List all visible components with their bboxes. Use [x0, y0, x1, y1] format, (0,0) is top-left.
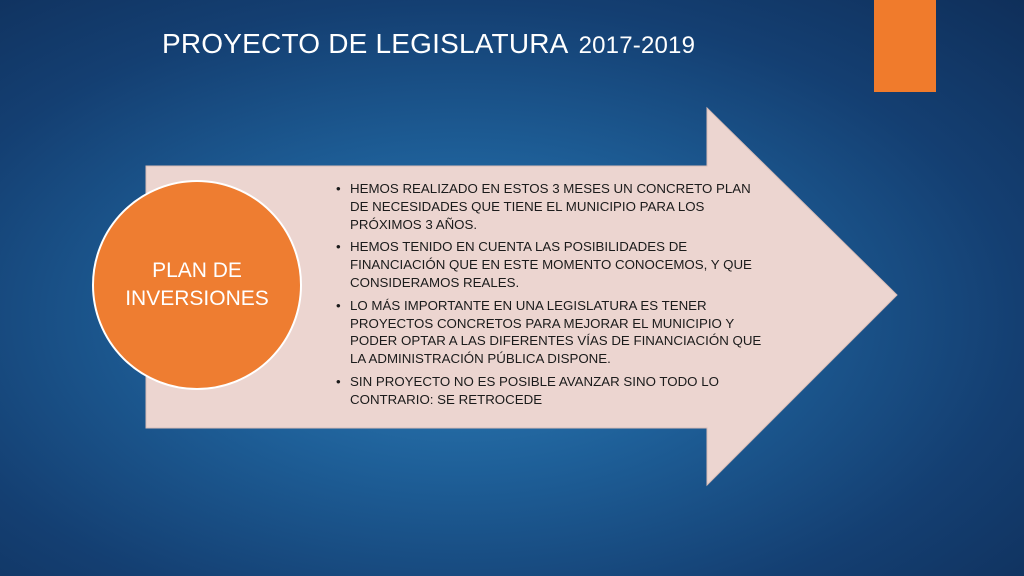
list-item	[336, 238, 766, 291]
bullet-text: HEMOS REALIZADO EN ESTOS 3 MESES UN CONCRETO PLAN DE NECESIDADES QUE TIENE EL MUNICIPIO PARA LOS PRÓXIMOS 3 AÑOS.	[350, 181, 751, 232]
list-item	[336, 297, 766, 368]
bullet-dot: •	[336, 297, 341, 313]
plan-de-inversiones-circle	[92, 180, 302, 390]
bullet-text: HEMOS TENIDO EN CUENTA LAS POSIBILIDADES DE FINANCIACIÓN QUE EN ESTE MOMENTO CONOCEMOS, Y QUE CONSIDERAMOS REALES.	[350, 239, 752, 290]
list-item	[336, 373, 766, 409]
bullet-text: SIN PROYECTO NO ES POSIBLE AVANZAR SINO TODO LO CONTRARIO: SE RETROCEDE	[350, 373, 719, 407]
bullet-list	[336, 180, 766, 414]
circle-label: PLAN DE INVERSIONES	[125, 259, 269, 310]
bullet-text: LO MÁS IMPORTANTE EN UNA LEGISLATURA ES TENER PROYECTOS CONCRETOS PARA MEJORAR EL MUNICIPIO Y PODER OPTAR A LAS DIFERENTES VÍAS DE FINANCIACIÓN QUE LA ADMINISTRACIÓN PÚBLICA DISPONE.	[350, 297, 762, 367]
slide-title-year: 2017-2019	[578, 32, 696, 59]
slide-title-main: PROYECTO DE LEGISLATURA	[162, 28, 569, 59]
list-item	[336, 180, 766, 233]
bullet-dot: •	[336, 181, 341, 196]
bullet-dot: •	[336, 239, 341, 255]
bullet-dot: •	[336, 373, 341, 389]
